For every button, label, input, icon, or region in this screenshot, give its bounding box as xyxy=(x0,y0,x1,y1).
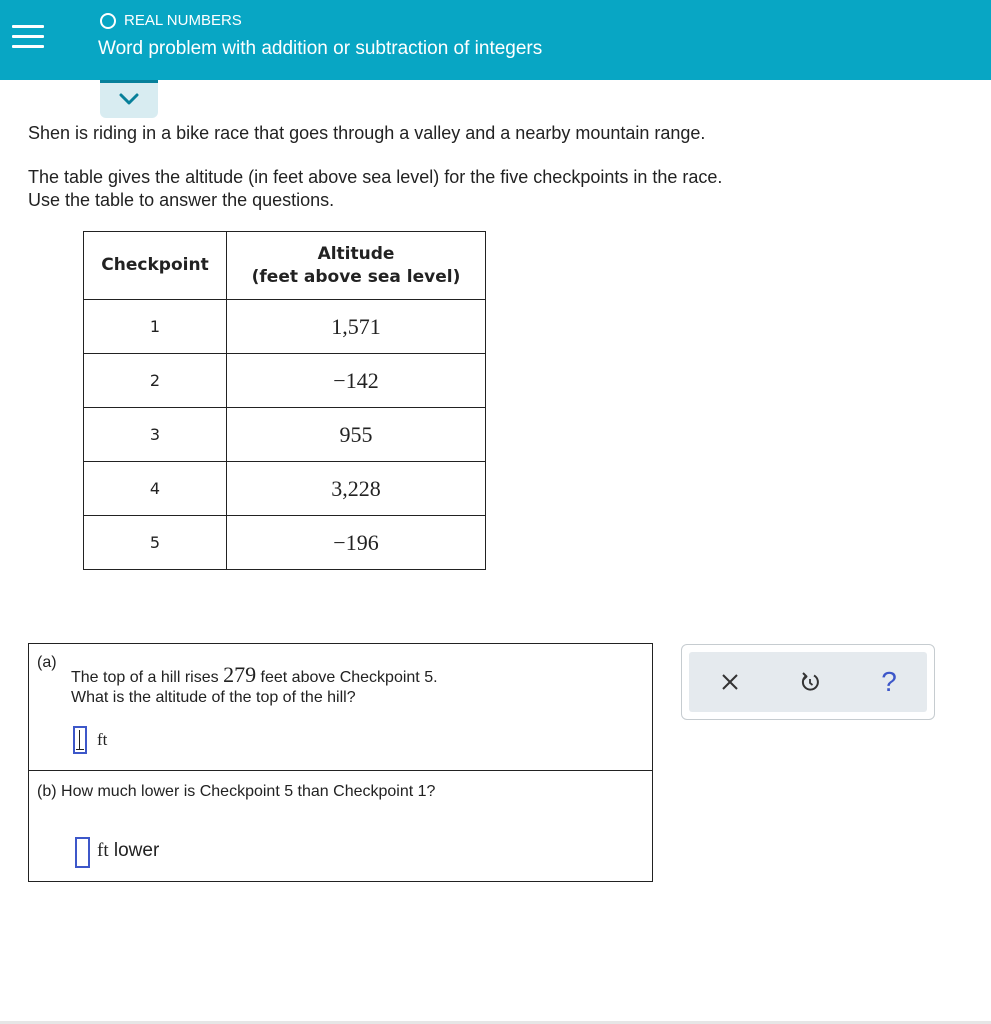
instructions-line: The table gives the altitude (in feet above sea level) for the five checkpoints in the race. xyxy=(28,167,723,187)
tools-bar xyxy=(689,652,927,712)
question-divider xyxy=(29,770,652,771)
checkpoint-cell: 5 xyxy=(84,516,227,570)
answer-b-unit xyxy=(97,840,159,862)
answer-tools-panel xyxy=(681,644,935,720)
x-icon xyxy=(720,672,740,692)
altitude-cell: −142 xyxy=(227,354,486,408)
question-mark-icon: ? xyxy=(881,666,897,697)
top-header-bar xyxy=(0,0,991,80)
instructions-line: Use the table to answer the questions. xyxy=(28,190,335,210)
checkpoint-cell: 3 xyxy=(84,408,227,462)
answer-a-input[interactable] xyxy=(73,726,87,754)
checkpoint-cell: 4 xyxy=(84,462,227,516)
question-a-text-after: feet above Checkpoint 5. xyxy=(260,669,438,686)
topic-breadcrumb xyxy=(100,12,242,29)
menu-line-icon xyxy=(12,45,44,48)
page-title: Word problem with addition or subtraction of integers xyxy=(98,38,543,59)
altitude-cell: 3,228 xyxy=(227,462,486,516)
problem-instructions xyxy=(28,166,722,212)
answer-b-unit-ft: ft xyxy=(97,840,109,861)
question-b-prompt: How much lower is Checkpoint 5 than Checkpoint 1? xyxy=(61,783,436,800)
questions-panel xyxy=(28,643,653,882)
menu-line-icon xyxy=(12,35,44,38)
altitude-cell: 1,571 xyxy=(227,300,486,354)
question-a-prompt: What is the altitude of the top of the hill? xyxy=(71,689,356,706)
question-b-text xyxy=(37,783,435,801)
help-button[interactable] xyxy=(873,666,905,698)
altitude-cell: −196 xyxy=(227,516,486,570)
answer-a-unit: ft xyxy=(97,730,108,749)
undo-button[interactable] xyxy=(794,666,826,698)
altitude-table xyxy=(83,231,486,570)
question-a-text xyxy=(71,662,438,688)
table-row xyxy=(84,516,486,570)
menu-line-icon xyxy=(12,25,44,28)
question-b-label: (b) xyxy=(37,783,57,800)
table-row xyxy=(84,462,486,516)
table-header-row xyxy=(84,232,486,300)
answer-b-unit-lower: lower xyxy=(113,840,160,861)
question-a-text-before: The top of a hill rises xyxy=(71,669,219,686)
undo-icon xyxy=(799,671,821,693)
topic-label: REAL NUMBERS xyxy=(124,12,242,29)
checkpoint-cell: 1 xyxy=(84,300,227,354)
table-row xyxy=(84,354,486,408)
altitude-header-line: Altitude xyxy=(317,243,395,264)
question-a-label: (a) xyxy=(37,654,57,671)
problem-intro: Shen is riding in a bike race that goes through a valley and a nearby mountain range. xyxy=(28,123,706,143)
answer-b-input[interactable] xyxy=(75,837,90,868)
table-row xyxy=(84,300,486,354)
collapse-toggle-button[interactable] xyxy=(100,80,158,118)
altitude-cell: 955 xyxy=(227,408,486,462)
altitude-header-line: (feet above sea level) xyxy=(251,266,461,287)
altitude-column-header xyxy=(227,232,486,300)
checkpoint-cell: 2 xyxy=(84,354,227,408)
table-row xyxy=(84,408,486,462)
topic-status-circle-icon xyxy=(100,13,116,29)
checkpoint-column-header: Checkpoint xyxy=(84,232,227,300)
clear-button[interactable] xyxy=(714,666,746,698)
menu-button[interactable] xyxy=(0,8,56,64)
chevron-down-icon xyxy=(118,92,140,106)
question-a-number: 279 xyxy=(223,662,257,687)
